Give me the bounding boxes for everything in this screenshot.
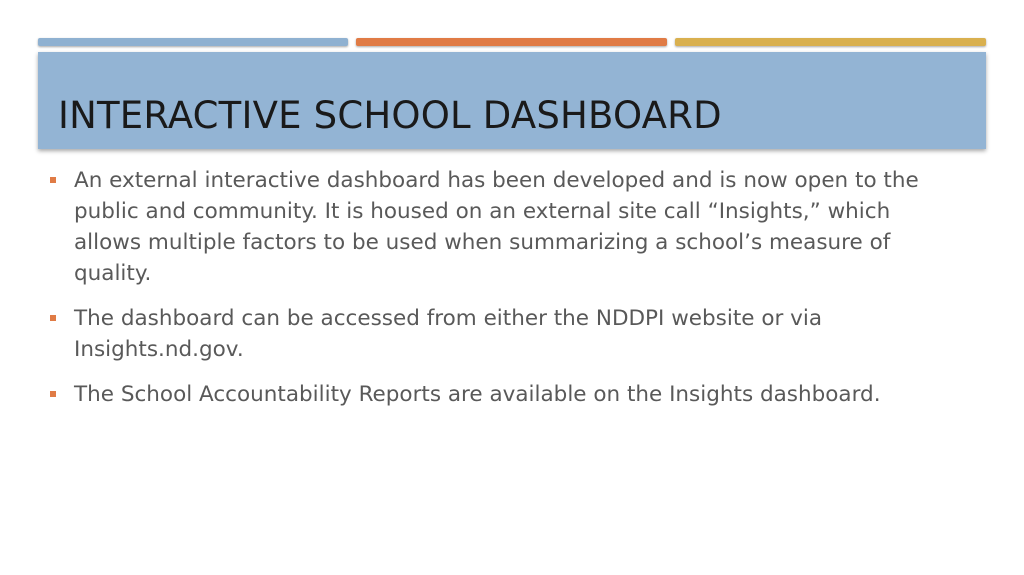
bullet-list (48, 165, 948, 424)
slide-title: INTERACTIVE SCHOOL DASHBOARD (58, 94, 722, 137)
square-bullet-icon (50, 177, 56, 183)
bullet-text: The dashboard can be accessed from either the NDDPI website or via Insights.nd.gov. (74, 306, 823, 362)
bullet-text: The School Accountability Reports are available on the Insights dashboard. (74, 382, 881, 407)
bullet-text: An external interactive dashboard has been developed and is now open to the public and community. It is housed on an external site call “Insights,” which allows multiple factors to be used when summarizing a school’s measure of quality. (74, 168, 919, 286)
title-band (38, 52, 986, 149)
bullet-item (48, 379, 948, 410)
bullet-item (48, 165, 948, 289)
accent-bar-blue (38, 38, 348, 46)
accent-bar-gold (675, 38, 986, 46)
square-bullet-icon (50, 391, 56, 397)
bullet-item (48, 303, 948, 365)
square-bullet-icon (50, 315, 56, 321)
accent-bar-orange (356, 38, 667, 46)
